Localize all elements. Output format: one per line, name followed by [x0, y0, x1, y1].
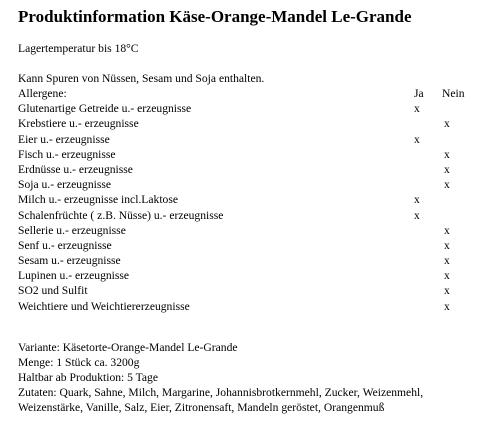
page-title: Produktinformation Käse-Orange-Mandel Le-Grande	[18, 7, 412, 26]
table-row	[18, 132, 473, 147]
allergen-no-mark: x	[444, 162, 450, 176]
table-row	[18, 299, 473, 314]
table-row	[18, 268, 473, 283]
allergen-name: Weichtiere und Weichtiererzeugnisse	[18, 299, 190, 313]
allergen-name: Krebstiere u.- erzeugnisse	[18, 117, 139, 131]
amount-line: Menge: 1 Stück ca. 3200g	[18, 356, 140, 370]
allergen-no-mark: x	[444, 117, 450, 131]
allergen-no-mark: x	[444, 223, 450, 237]
allergen-name: Sesam u.- erzeugnisse	[18, 254, 121, 268]
allergen-no-mark: x	[444, 238, 450, 252]
table-row	[18, 208, 473, 223]
table-row	[18, 283, 473, 298]
allergen-name: Glutenartige Getreide u.- erzeugnisse	[18, 102, 192, 116]
ingredients-line-1: Zutaten: Quark, Sahne, Milch, Margarine, Johannisbrotkernmehl, Zucker, Weizenmehl,	[18, 386, 424, 400]
allergen-table-header	[18, 86, 473, 101]
traces-notice: Kann Spuren von Nüssen, Sesam und Soja enthalten.	[18, 72, 265, 85]
allergen-yes-mark: x	[414, 132, 420, 146]
allergen-name: Soja u.- erzeugnisse	[18, 178, 112, 192]
allergen-name: Erdnüsse u.- erzeugnisse	[18, 162, 133, 176]
allergen-header-no: Nein	[442, 87, 465, 100]
allergen-table	[18, 86, 473, 314]
variant-line: Variante: Käsetorte-Orange-Mandel Le-Grande	[18, 341, 238, 354]
table-row	[18, 147, 473, 162]
table-row	[18, 116, 473, 131]
allergen-yes-mark: x	[414, 208, 420, 222]
allergen-name: Eier u.- erzeugnisse	[18, 132, 110, 146]
table-row	[18, 162, 473, 177]
allergen-no-mark: x	[444, 254, 450, 268]
product-details	[18, 340, 473, 415]
allergen-name: SO2 und Sulfit	[18, 284, 88, 298]
allergen-no-mark: x	[444, 284, 450, 298]
allergen-name: Fisch u.- erzeugnisse	[18, 147, 116, 161]
allergen-yes-mark: x	[414, 102, 420, 116]
storage-temperature: Lagertemperatur bis 18°C	[18, 42, 139, 55]
table-row	[18, 223, 473, 238]
ingredients-line-2: Weizenstärke, Vanille, Salz, Eier, Zitronensaft, Mandeln geröstet, Orangenmuß	[18, 401, 385, 415]
table-row	[18, 101, 473, 116]
allergen-no-mark: x	[444, 269, 450, 283]
table-row	[18, 253, 473, 268]
allergen-name: Senf u.- erzeugnisse	[18, 238, 112, 252]
allergen-yes-mark: x	[414, 193, 420, 207]
document-page	[18, 0, 473, 444]
table-row	[18, 177, 473, 192]
allergen-header-label: Allergene:	[18, 87, 67, 100]
table-row	[18, 192, 473, 207]
allergen-no-mark: x	[444, 299, 450, 313]
allergen-name: Sellerie u.- erzeugnisse	[18, 223, 126, 237]
allergen-no-mark: x	[444, 178, 450, 192]
allergen-name: Lupinen u.- erzeugnisse	[18, 269, 130, 283]
allergen-no-mark: x	[444, 147, 450, 161]
allergen-header-yes: Ja	[414, 87, 424, 100]
shelf-life-line: Haltbar ab Produktion: 5 Tage	[18, 371, 159, 385]
allergen-name: Milch u.- erzeugnisse incl.Laktose	[18, 193, 179, 207]
allergen-name: Schalenfrüchte ( z.B. Nüsse) u.- erzeugnisse	[18, 208, 224, 222]
allergen-rows	[18, 101, 473, 314]
table-row	[18, 238, 473, 253]
